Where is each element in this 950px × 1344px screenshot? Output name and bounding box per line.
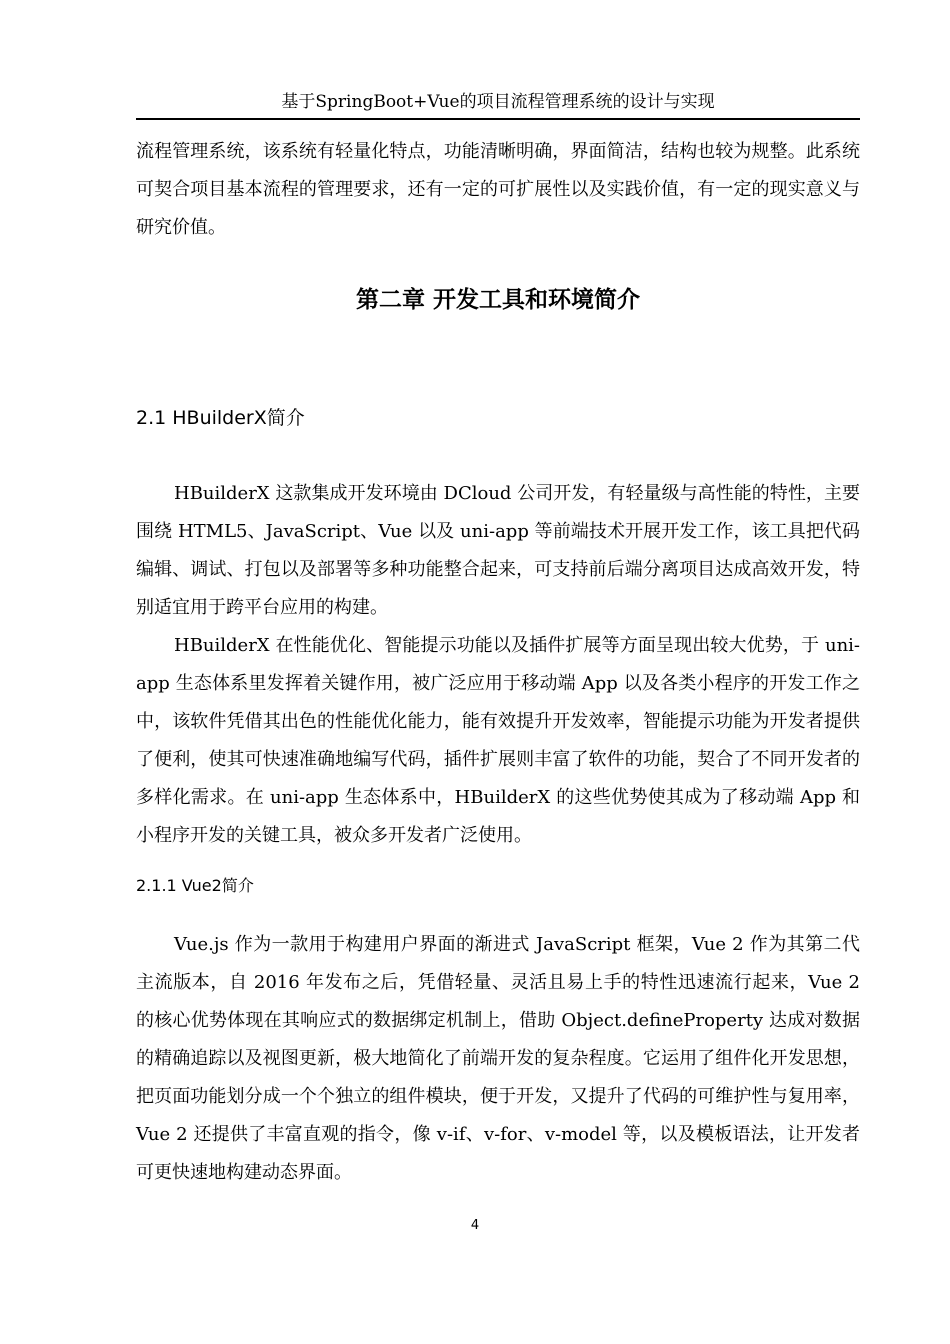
- section-title-2-1: 2.1 HBuilderX简介: [136, 407, 305, 429]
- section-title-2-1-1: 2.1.1 Vue2简介: [136, 876, 254, 895]
- section-2-1-paragraph-2: [136, 627, 860, 855]
- paragraph-text: HBuilderX 这款集成开发环境由 DCloud 公司开发，有轻量级与高性能的特性，主要围绕 HTML5、JavaScript、Vue 以及 uni-app 等前端技术开展开发工作，该工具把代码编辑、调试、打包以及部署等多种功能整合起来，可支持前后端分离项目达成高效开发，特别适宜用于跨平台应用的构建。: [136, 483, 860, 618]
- page-header: [136, 86, 860, 120]
- intro-paragraph: 流程管理系统，该系统有轻量化特点，功能清晰明确，界面简洁，结构也较为规整。此系统可契合项目基本流程的管理要求，还有一定的可扩展性以及实践价值，有一定的现实意义与研究价值。: [136, 141, 860, 238]
- paragraph-text: HBuilderX 在性能优化、智能提示功能以及插件扩展等方面呈现出较大优势，于 uni-app 生态体系里发挥着关键作用，被广泛应用于移动端 App 以及各类小程序的开发工作之中，该软件凭借其出色的性能优化能力，能有效提升开发效率，智能提示功能为开发者提供了便利，使其可快速准确地编写代码，插件扩展则丰富了软件的功能，契合了不同开发者的多样化需求。在 uni-app 生态体系中，HBuilderX 的这些优势使其成为了移动端 App 和小程序开发的关键工具，被众多开发者广泛使用。: [136, 635, 860, 846]
- paragraph-text: Vue.js 作为一款用于构建用户界面的渐进式 JavaScript 框架，Vue 2 作为其第二代主流版本，自 2016 年发布之后，凭借轻量、灵活且易上手的特性迅速流行起来，Vue 2 的核心优势体现在其响应式的数据绑定机制上，借助 Object.defineProperty 达成对数据的精确追踪以及视图更新，极大地简化了前端开发的复杂程度。它运用了组件化开发思想，把页面功能划分成一个个独立的组件模块，便于开发，又提升了代码的可维护性与复用率，Vue 2 还提供了丰富直观的指令，像 v-if、v-for、v-model 等，以及模板语法，让开发者可更快速地构建动态界面。: [136, 934, 860, 1183]
- section-2-1-1-paragraph-1: [136, 926, 860, 1192]
- page-number: 4: [470, 1218, 480, 1233]
- section-2-1-paragraph-1: [136, 475, 860, 627]
- chapter-title: 第二章 开发工具和环境简介: [355, 287, 640, 313]
- header-title: 基于SpringBoot+Vue的项目流程管理系统的设计与实现: [281, 92, 715, 112]
